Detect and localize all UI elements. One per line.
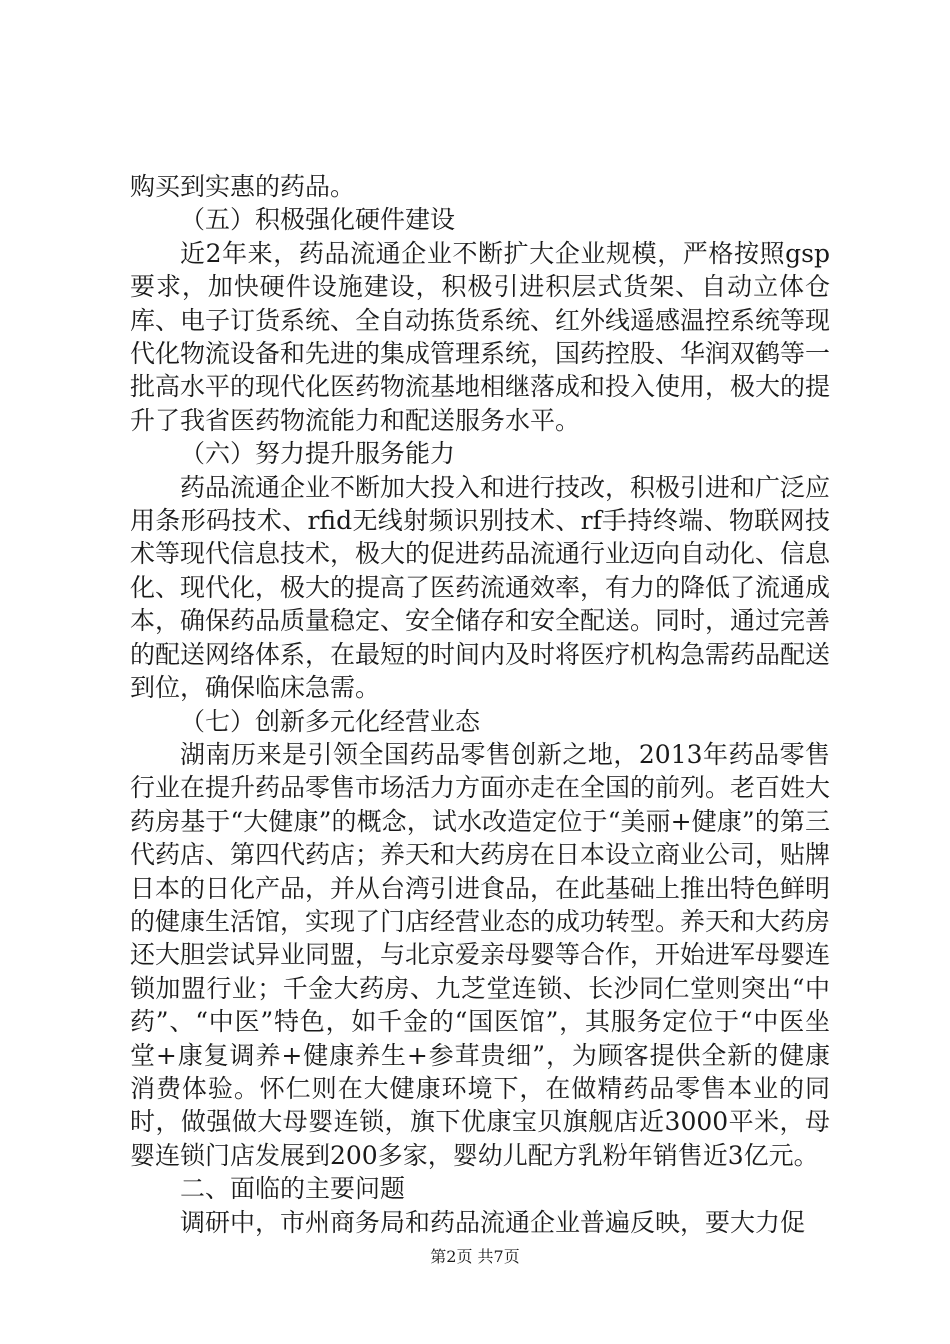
- paragraph: 购买到实惠的药品。: [130, 172, 356, 201]
- document-body: [130, 170, 830, 1239]
- section-heading-2: 二、面临的主要问题: [180, 1174, 406, 1204]
- paragraph: 药品流通企业不断加大投入和进行技改，积极引进和广泛应用条形码技术、rfid无线射频识别技术、rf手持终端、物联网技术等现代信息技术，极大的促进药品流通行业迈向自动化、信息化、现代化，极大的提高了医药流通效率，有力的降低了流通成本，确保药品质量稳定、安全储存和安全配送。同时，通过完善的配送网络体系，在最短的时间内及时将医疗机构急需药品配送到位，确保临床急需。: [130, 472, 831, 703]
- paragraph: 调研中，市州商务局和药品流通企业普遍反映，要大力促: [180, 1207, 806, 1237]
- paragraph: 湖南历来是引领全国药品零售创新之地，2013年药品零售行业在提升药品零售市场活力方面亦走在全国的前列。老百姓大药房基于“大健康”的概念，试水改造定位于“美丽+健康”的第三代药店、第四代药店；养天和大药房在日本设立商业公司，贴牌日本的日化产品，并从台湾引进食品，在此基础上推出特色鲜明的健康生活馆，实现了门店经营业态的成功转型。养天和大药房还大胆尝试异业同盟，与北京爱亲母婴等合作，开始进军母婴连锁加盟行业；千金大药房、九芝堂连锁、长沙同仁堂则突出“中药”、“中医”特色，如千金的“国医馆”，其服务定位于“中医坐堂+康复调养+健康养生+参茸贵细”，为顾客提供全新的健康消费体验。怀仁则在大健康环境下，在做精药品零售本业的同时，做强做大母婴连锁，旗下优康宝贝旗舰店近3000平米，母婴连锁门店发展到200多家，婴幼儿配方乳粉年销售近3亿元。: [130, 739, 831, 1170]
- section-heading-6: （六）努力提升服务能力: [180, 439, 456, 469]
- page-footer: 第2页 共7页: [430, 1247, 520, 1266]
- paragraph: 近2年来，药品流通企业不断扩大企业规模，严格按照gsp要求，加快硬件设施建设，积极引进积层式货架、自动立体仓库、电子订货系统、全自动拣货系统、红外线遥感温控系统等现代化物流设备和先进的集成管理系统，国药控股、华润双鹤等一批高水平的现代化医药物流基地相继落成和投入使用，极大的提升了我省医药物流能力和配送服务水平。: [130, 238, 831, 435]
- section-heading-7: （七）创新多元化经营业态: [180, 706, 481, 736]
- section-heading-5: （五）积极强化硬件建设: [180, 205, 456, 235]
